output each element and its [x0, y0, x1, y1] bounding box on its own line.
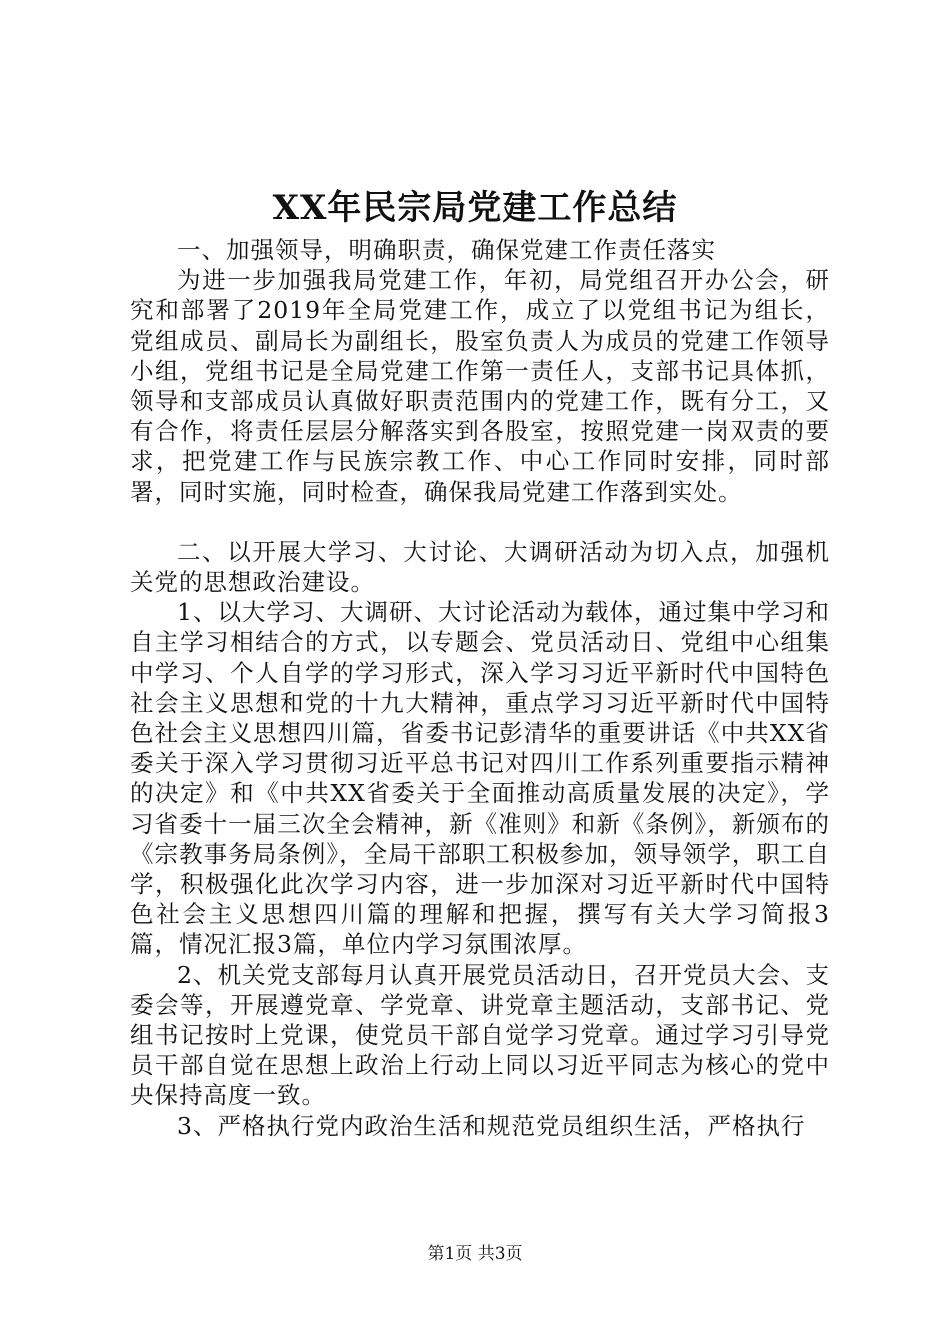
document-body	[130, 235, 830, 1141]
section-heading-1: 一、加强领导，明确职责，确保党建工作责任落实	[177, 236, 716, 264]
document-title: XX年民宗局党建工作总结	[272, 188, 678, 228]
paragraph-1: 为进一步加强我局党建工作，年初，局党组召开办公会，研究和部署了2019年全局党建工作，成立了以党组书记为组长，党组成员、副局长为副组长，股室负责人为成员的党建工作领导小组，党组书记是全局党建工作第一责任人，支部书记具体抓，领导和支部成员认真做好职责范围内的党建工作，既有分工，又有合作，将责任层层分解落实到各股室，按照党建一岗双责的要求，把党建工作与民族宗教工作、中心工作同时安排，同时部署，同时实施，同时检查，确保我局党建工作落到实处。	[130, 266, 830, 506]
paragraph-item-2: 2、机关党支部每月认真开展党员活动日，召开党员大会、支委会等，开展遵党章、学党章、讲党章主题活动，支部书记、党组书记按时上党课，使党员干部自觉学习党章。通过学习引导党员干部自觉在思想上政治上行动上同以习近平同志为核心的党中央保持高度一致。	[130, 960, 830, 1110]
page-number-footer: 第1页 共3页	[427, 1244, 523, 1264]
section-heading-2: 二、以开展大学习、大讨论、大调研活动为切入点，加强机关党的思想政治建设。	[130, 537, 830, 597]
paragraph-item-1: 1、以大学习、大调研、大讨论活动为载体，通过集中学习和自主学习相结合的方式，以专题会、党员活动日、党组中心组集中学习、个人自学的学习形式，深入学习习近平新时代中国特色社会主义思想和党的十九大精神，重点学习习近平新时代中国特色社会主义思想四川篇，省委书记彭清华的重要讲话《中共XX省委关于深入学习贯彻习近平总书记对四川工作系列重要指示精神的决定》和《中共XX省委关于全面推动高质量发展的决定》，学习省委十一届三次全会精神，新《准则》和新《条例》，新颁布的《宗教事务局条例》，全局干部职工积极参加，领导领学，职工自学，积极强化此次学习内容，进一步加深对习近平新时代中国特色社会主义思想四川篇的理解和把握，撰写有关大学习简报3篇，情况汇报3篇，单位内学习氛围浓厚。	[130, 598, 830, 959]
paragraph-item-3: 3、严格执行党内政治生活和规范党员组织生活，严格执行	[177, 1111, 806, 1140]
